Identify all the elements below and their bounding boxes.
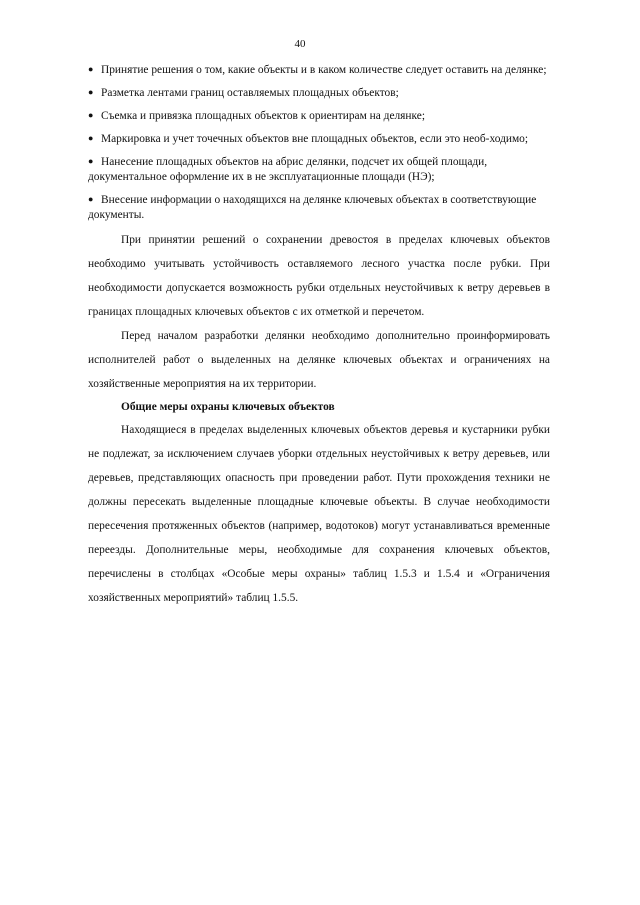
paragraph-inform: Перед началом разработки делянки необходимо дополнительно проинформировать исполнителей работ о выделенных на делянке ключевых объектах и ограничениях на хозяйственные мероприятия на их территории. <box>88 330 550 390</box>
bullet-dot-icon: ● <box>88 194 94 204</box>
section-paragraph: Находящиеся в пределах выделенных ключевых объектов деревья и кустарники рубки не подлежат, за исключением случаев уборки отдельных неустойчивых к ветру деревьев, или деревьев, представляющих опасность при проведении работ. Пути прохождения техники не должны пересекать выделенные площадные ключевые объекты. В случае необходимости пересечения протяженных объектов (например, водотоков) могут устанавливаться временные переезды. Дополнительные меры, необходимые для сохранения ключевых объектов, перечислены в столбцах «Особые меры охраны» таблиц 1.5.3 и 1.5.4 и «Ограничения хозяйственных мероприятий» таблиц 1.5.5. <box>88 424 550 604</box>
bullet-dot-icon: ● <box>88 133 94 143</box>
bullet-item <box>88 192 550 223</box>
bullet-dot-icon: ● <box>88 87 94 97</box>
page-number: 40 <box>294 38 306 50</box>
bullet-text: Маркировка и учет точечных объектов вне площадных объектов, если это необ-ходимо; <box>101 133 529 145</box>
bullet-item <box>88 62 550 78</box>
bullet-dot-icon: ● <box>88 156 94 166</box>
bullet-text: Принятие решения о том, какие объекты и в каком количестве следует оставить на делянке; <box>101 64 547 76</box>
bullet-item <box>88 131 550 147</box>
bullet-item <box>88 154 550 185</box>
bullet-dot-icon: ● <box>88 110 94 120</box>
paragraph-stability: При принятии решений о сохранении древостоя в пределах ключевых объектов необходимо учитывать устойчивость оставляемого лесного участка после рубки. При необходимости допускается возможность рубки отдельных неустойчивых к ветру деревьев в границах площадных ключевых объектов с их отметкой и перечетом. <box>88 234 550 318</box>
bullet-text: Съемка и привязка площадных объектов к ориентирам на делянке; <box>101 110 425 122</box>
bullet-item <box>88 85 550 101</box>
bullet-item <box>88 108 550 124</box>
bullet-text: Внесение информации о находящихся на делянке ключевых объектах в соответствующие документы. <box>88 194 537 221</box>
bullet-list <box>88 62 550 223</box>
bullet-text: Разметка лентами границ оставляемых площадных объектов; <box>101 87 399 99</box>
bullet-dot-icon: ● <box>88 64 94 74</box>
section-heading: Общие меры охраны ключевых объектов <box>121 401 335 413</box>
bullet-text: Нанесение площадных объектов на абрис делянки, подсчет их общей площади, документальное оформление их в не эксплуатационные площади (НЭ); <box>88 156 488 183</box>
page-content <box>88 62 550 610</box>
